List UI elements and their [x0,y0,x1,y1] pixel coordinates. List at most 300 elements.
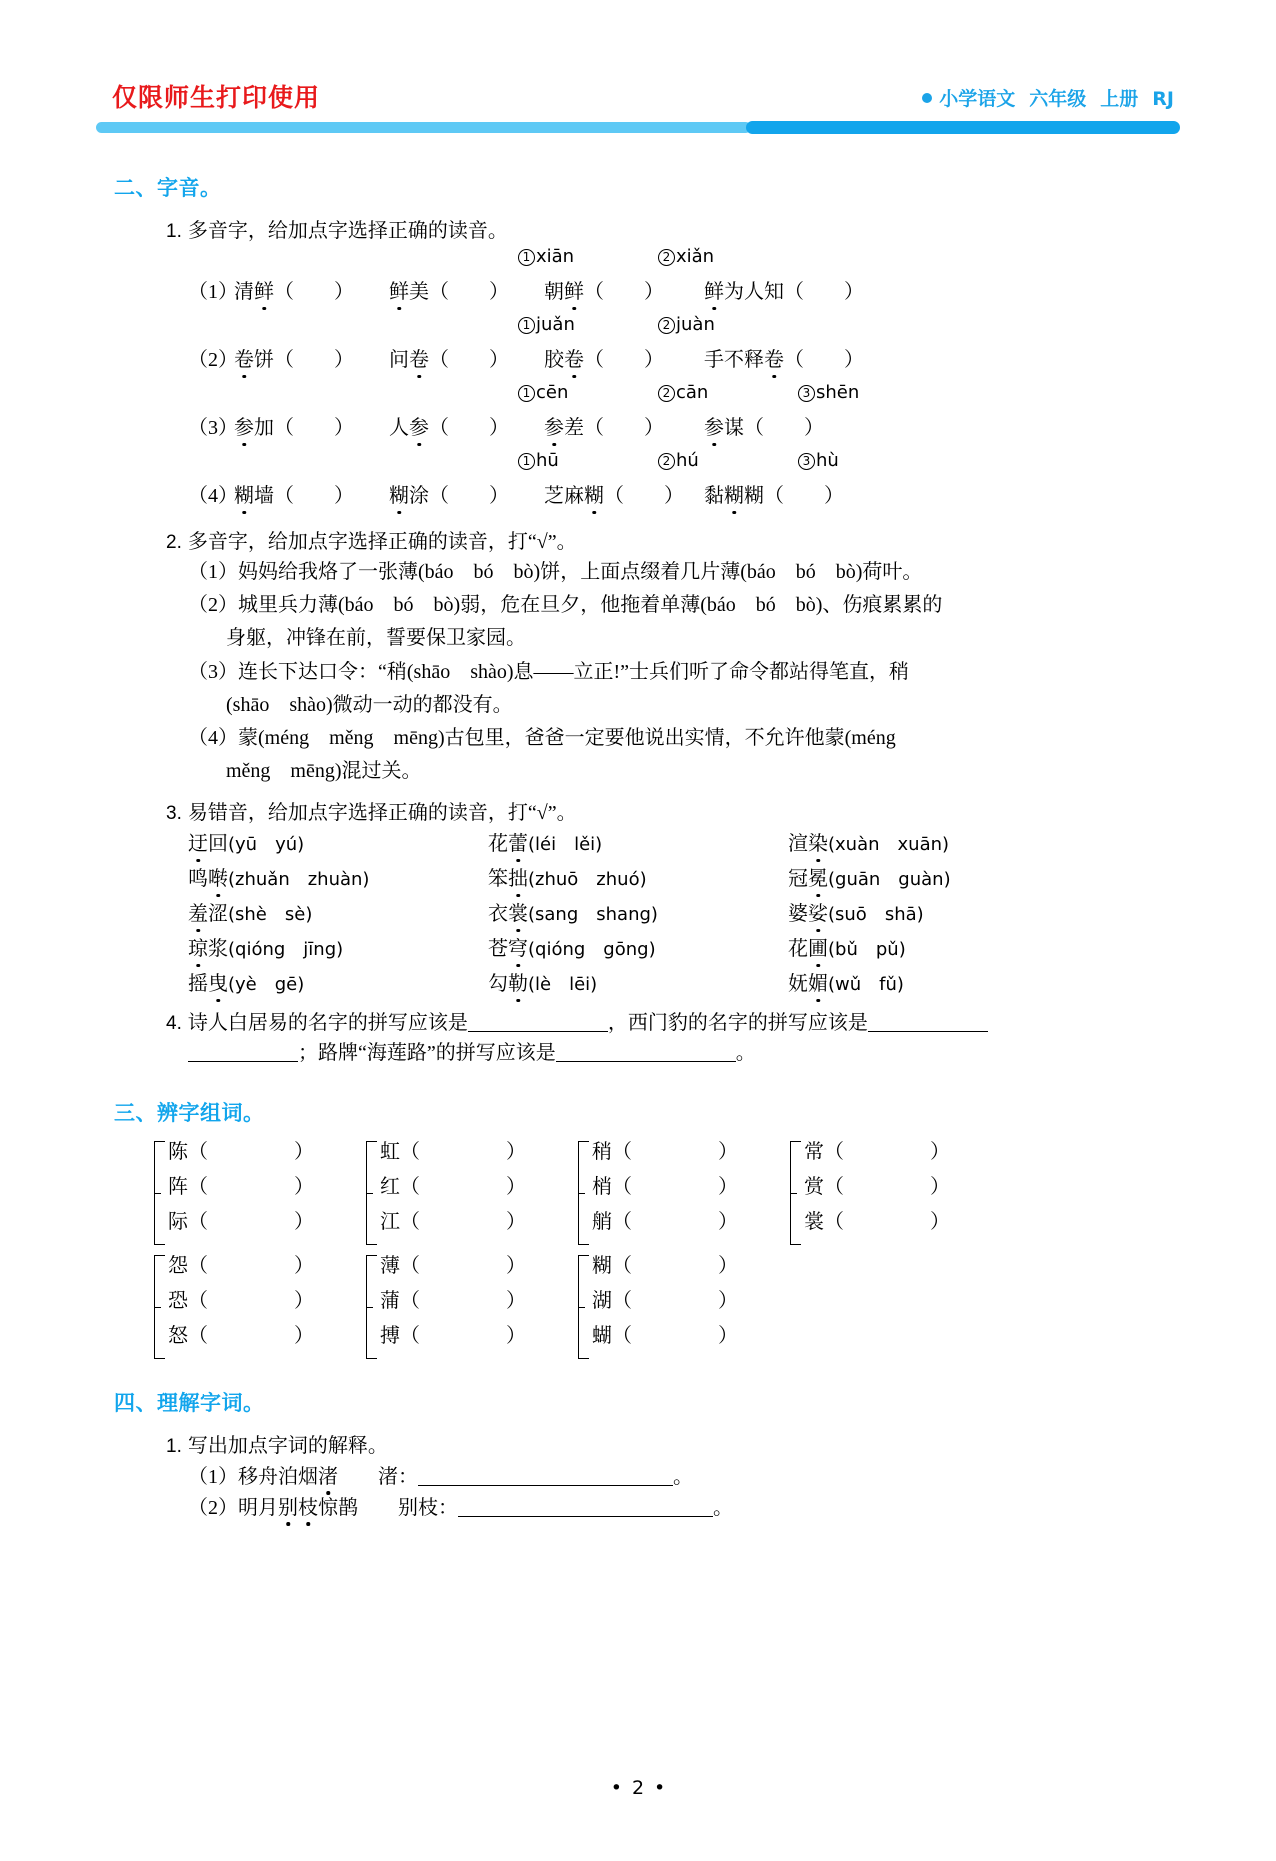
pinyin-choices[interactable]: (zhuō zhuó) [528,869,647,891]
word-choice-item[interactable] [488,967,788,996]
brace-bracket-icon [366,1255,377,1359]
answer-paren[interactable]: （ ） [784,281,864,303]
dotted-char: 蕾 [508,827,528,856]
char-plain: 浆 [208,938,228,961]
question-2-2-line [188,556,1180,589]
definition-line [188,1491,1180,1520]
pinyin-choices[interactable]: (xuàn xuān) [828,834,950,856]
answer-paren[interactable]: （ ） [429,349,509,371]
poem-phrase [238,1466,338,1488]
char-group [358,1253,570,1361]
answer-paren[interactable]: （ ） [824,1175,950,1198]
question-2-4-text-c: ；路牌“海莲路”的拼写应该是 [298,1042,556,1065]
char-group-line[interactable] [592,1249,738,1278]
vocab-blank-item[interactable] [234,343,354,372]
char-group [146,1253,358,1361]
question-2-1-answer-row [188,343,1180,381]
pinyin-option-row [188,381,1180,411]
char-plain: 问 [389,349,409,371]
question-2-3-prompt: 易错音，给加点字选择正确的读音，打“√”。 [187,802,577,825]
answer-paren[interactable]: （ ） [612,1254,738,1277]
char-plain: 黏 [704,485,724,507]
answer-paren[interactable]: （ ） [612,1175,738,1198]
pinyin-choices[interactable]: (lè lēi) [528,974,598,996]
pinyin-option[interactable] [518,245,574,267]
bullet-dot-icon [922,93,932,103]
dotted-char: 糊 [724,479,744,508]
answer-paren[interactable]: （ ） [764,485,844,507]
question-2-2-line [226,755,1180,788]
word-choice-item[interactable] [788,827,1088,856]
char-group-line[interactable] [380,1135,526,1164]
word-choice-item[interactable] [188,967,488,996]
answer-paren[interactable]: （ ） [188,1175,314,1198]
vocab-blank-item[interactable] [234,275,354,304]
vocab-blank-item[interactable] [389,343,509,372]
pinyin-text: xiān [536,246,575,267]
word-choice-item[interactable] [188,932,488,961]
char-plain: 怨 [168,1254,188,1277]
pinyin-text: cān [676,382,709,403]
item-label: （4） [188,726,238,749]
option-marker-icon: 3 [798,453,815,470]
dotted-char: 糊 [584,479,604,508]
pinyin-option[interactable] [658,449,699,471]
question-2-2-line [226,622,1180,655]
answer-paren[interactable]: （ ） [784,349,864,371]
sentence-end-mark: 。 [713,1496,733,1519]
question-4-1-prompt: 写出加点字词的解释。 [187,1434,388,1457]
definition-line [188,1460,1180,1489]
answer-paren[interactable]: （ ） [188,1254,314,1277]
definition-answer-blank[interactable] [458,1516,713,1517]
item-label: （2） [188,349,238,371]
brace-bracket-icon [578,1141,589,1245]
question-2-2-line [226,689,1180,722]
word-choice-item[interactable] [788,967,1088,996]
char-group-line[interactable] [592,1319,738,1348]
dotted-char: 别 [278,1491,298,1520]
brace-bracket-icon [790,1141,801,1245]
question-2-2-prompt: 多音字，给加点字选择正确的读音，打“√”。 [187,531,577,553]
char-plain: 梢 [592,1175,612,1198]
answer-paren[interactable]: （ ） [400,1210,526,1233]
option-marker-icon: 1 [518,249,535,266]
word-choice-item[interactable] [488,827,788,856]
word-row [188,862,1180,897]
dotted-char: 参 [409,411,429,440]
word-choice-item[interactable] [488,897,788,926]
answer-paren[interactable]: （ ） [400,1289,526,1312]
pinyin-text: cēn [536,382,569,403]
option-marker-icon: 1 [518,317,535,334]
footer-left-dot: • [610,1777,622,1799]
dotted-char: 冕 [808,862,828,891]
dotted-char: 糊 [389,479,409,508]
item-label: （2） [188,1496,238,1519]
char-plain: 虹 [380,1140,400,1163]
sentence-text: (shāo shào)微动一动的都没有。 [226,693,513,716]
header-rule-right [746,121,1180,134]
answer-paren[interactable]: （ ） [824,1140,950,1163]
definition-answer-blank[interactable] [418,1485,673,1486]
vocab-blank-item[interactable] [544,411,664,440]
definition-key: 别枝： [398,1496,458,1519]
answer-paren[interactable]: （ ） [604,485,684,507]
char-group-line[interactable] [804,1170,950,1199]
answer-paren[interactable]: （ ） [429,485,509,507]
section-title-four: 四、理解字词。 [114,1390,265,1415]
pinyin-option[interactable] [798,449,839,471]
char-plain: 衣 [488,903,508,926]
answer-paren[interactable]: （ ） [429,281,509,303]
char-group-line[interactable] [380,1319,526,1348]
char-plain: 冠 [788,868,808,891]
pinyin-option[interactable] [658,245,714,267]
char-plain: 惊鹊 [318,1496,358,1519]
char-plain: 摇 [188,973,208,996]
dotted-char: 曳 [208,967,228,996]
char-group [570,1253,782,1361]
char-group-line[interactable] [804,1205,950,1234]
answer-paren[interactable]: （ ） [612,1324,738,1347]
dotted-char: 娑 [808,897,828,926]
brace-bracket-icon [578,1255,589,1359]
dotted-char: 鲜 [564,275,584,304]
answer-paren[interactable]: （ ） [188,1210,314,1233]
question-2-4-text-a: 诗人白居易的名字的拼写应该是 [187,1012,468,1035]
pinyin-option-row [188,313,1180,343]
brace-bracket-icon [366,1141,377,1245]
dotted-char: 穹 [508,932,528,961]
item-label: （1） [188,561,238,583]
answer-paren[interactable]: （ ） [274,485,354,507]
sentence-end-mark: 。 [673,1465,693,1488]
char-group-line[interactable] [168,1135,314,1164]
answer-paren[interactable]: （ ） [400,1324,526,1347]
answer-paren[interactable]: （ ） [188,1324,314,1347]
answer-paren[interactable]: （ ） [188,1289,314,1312]
pinyin-option[interactable] [658,381,708,403]
word-choice-item[interactable] [488,862,788,891]
dotted-char: 卷 [234,343,254,372]
word-choice-item[interactable] [188,827,488,856]
char-group-line[interactable] [592,1205,738,1234]
answer-paren[interactable]: （ ） [584,349,664,371]
volume-label: 上册 [1100,88,1139,110]
dotted-char: 拙 [508,862,528,891]
sentence-text: 身躯，冲锋在前，誓要保卫家园。 [226,627,526,650]
char-group-line[interactable] [168,1249,314,1278]
brace-row [146,1253,1180,1361]
answer-paren[interactable]: （ ） [584,281,664,303]
char-group-line[interactable] [592,1170,738,1199]
char-plain: 差 [564,417,584,439]
pinyin-choices[interactable]: (sang shang) [528,904,658,926]
pinyin-choices[interactable]: (bǔ pǔ) [828,939,906,961]
dotted-char: 卷 [564,343,584,372]
char-plain: 饼 [254,349,274,371]
char-group-line[interactable] [168,1319,314,1348]
poem-phrase [238,1497,358,1519]
question-2-1-prompt: 多音字，给加点字选择正确的读音。 [187,220,508,242]
footer-right-dot: • [654,1777,666,1799]
answer-paren[interactable]: （ ） [612,1210,738,1233]
answer-paren[interactable]: （ ） [274,349,354,371]
answer-blank-baijuyi[interactable] [468,1031,608,1032]
pinyin-option[interactable] [518,313,575,335]
sentence-text: 城里兵力薄(báo bó bò)弱，危在旦夕，他拖着单薄(báo bó bò)、伤痕累累的 [238,594,943,617]
question-2-2-line [188,722,1180,755]
option-marker-icon: 2 [658,249,675,266]
pinyin-option[interactable] [518,381,568,403]
answer-blank-hailianlu[interactable] [556,1061,736,1062]
sentence-text: 连长下达口令：“稍(shāo shào)息——立正!”士兵们听了命令都站得笔直，稍 [238,660,910,683]
char-plain: 回 [208,833,228,856]
dotted-char: 琼 [188,932,208,961]
question-2-4-text-b: ，西门豹的名字的拼写应该是 [607,1012,868,1035]
dotted-char: 鲜 [704,275,724,304]
answer-paren[interactable]: （ ） [744,417,824,439]
vocab-blank-item[interactable] [234,411,354,440]
dotted-char: 圃 [808,932,828,961]
char-plain: 勾 [488,973,508,996]
edition-label: RJ [1152,88,1174,110]
vocab-blank-item[interactable] [389,479,509,508]
answer-blank-ximenbao-2[interactable] [188,1061,298,1062]
char-plain: 陈 [168,1140,188,1163]
char-plain: 蒲 [380,1289,400,1312]
pinyin-text: shēn [816,382,860,403]
char-group [570,1139,782,1247]
word-choice-item[interactable] [788,932,1088,961]
dotted-char: 卷 [409,343,429,372]
char-plain: 恐 [168,1289,188,1312]
answer-paren[interactable]: （ ） [612,1289,738,1312]
pinyin-choices[interactable]: (yū yú) [228,834,305,856]
pinyin-choices[interactable]: (yè gē) [228,974,305,996]
char-plain: 明月 [238,1496,278,1519]
char-plain: 蝴 [592,1324,612,1347]
answer-paren[interactable]: （ ） [612,1140,738,1163]
pinyin-choices[interactable]: (guān guàn) [828,869,951,891]
char-group-line[interactable] [380,1170,526,1199]
char-group-line[interactable] [804,1135,950,1164]
item-label: （2） [188,594,238,617]
header-rule [96,122,1180,133]
vocab-blank-item[interactable] [544,275,664,304]
dotted-char: 参 [234,411,254,440]
definition-key: 渚： [378,1465,418,1488]
pinyin-text: juàn [676,314,715,335]
dotted-char: 迂 [188,827,208,856]
sentence-text: měng mēng)混过关。 [226,760,422,783]
section-title-two: 二、字音。 [114,176,222,200]
brace-bracket-icon [154,1141,165,1245]
word-choice-item[interactable] [188,862,488,891]
question-2-2-heading [166,525,1180,554]
char-group-line[interactable] [380,1249,526,1278]
answer-paren[interactable]: （ ） [584,417,664,439]
char-group-line[interactable] [380,1284,526,1313]
char-group-line[interactable] [592,1284,738,1313]
char-group [358,1139,570,1247]
item-label: （3） [188,660,238,683]
option-marker-icon: 3 [798,385,815,402]
word-choice-item[interactable] [788,862,1088,891]
answer-paren[interactable]: （ ） [274,417,354,439]
question-2-1-answer-row [188,411,1180,449]
pinyin-option[interactable] [518,449,559,471]
question-2-3-number: 3. [166,803,182,825]
dotted-char: 糊 [234,479,254,508]
question-4-1-items [96,1460,1180,1520]
question-2-4-heading [166,1006,1180,1035]
char-group-line[interactable] [168,1284,314,1313]
char-group-line[interactable] [380,1205,526,1234]
item-label: （3） [188,417,238,439]
pinyin-choices[interactable]: (léi lěi) [528,834,603,856]
item-label: （4） [188,485,238,507]
word-choice-item[interactable] [488,932,788,961]
question-2-4-number: 4. [166,1013,182,1035]
pinyin-text: juǎn [536,314,575,335]
dotted-char: 参 [544,411,564,440]
option-marker-icon: 1 [518,453,535,470]
char-plain: 鸣 [188,868,208,891]
option-marker-icon: 2 [658,385,675,402]
char-group-line[interactable] [168,1205,314,1234]
answer-paren[interactable]: （ ） [274,281,354,303]
vocab-blank-item[interactable] [704,343,864,372]
dotted-char: 鲜 [389,275,409,304]
char-plain: 薄 [380,1254,400,1277]
word-choice-item[interactable] [788,897,1088,926]
char-plain: 赏 [804,1175,824,1198]
char-plain: 红 [380,1175,400,1198]
word-row [188,932,1180,967]
answer-blank-ximenbao-1[interactable] [868,1031,988,1032]
vocab-blank-item[interactable] [234,479,354,508]
answer-paren[interactable]: （ ） [400,1140,526,1163]
char-plain: 怒 [168,1324,188,1347]
dotted-char: 枝 [298,1491,318,1520]
dotted-char: 啭 [208,862,228,891]
char-group [782,1139,994,1247]
section-title-three: 三、辨字组词。 [114,1100,265,1125]
brace-bracket-icon [154,1255,165,1359]
worksheet-page [0,72,1276,1861]
question-2-2-items [96,556,1180,788]
char-plain: 美 [409,281,429,303]
answer-paren[interactable]: （ ） [400,1254,526,1277]
char-plain: 芝麻 [544,485,584,507]
vocab-blank-item[interactable] [389,275,509,304]
vocab-blank-item[interactable] [704,411,824,440]
pinyin-option[interactable] [798,381,859,403]
vocab-blank-item[interactable] [704,479,844,508]
question-2-1-heading [166,214,1180,243]
page-content [96,172,1180,1520]
char-plain: 搏 [380,1324,400,1347]
dotted-char: 裳 [508,897,528,926]
print-restriction-note: 仅限师生打印使用 [112,83,321,112]
char-plain: 花 [788,938,808,961]
char-plain: 常 [804,1140,824,1163]
char-plain: 墙 [254,485,274,507]
word-row [188,897,1180,932]
pinyin-option-row [188,449,1180,479]
item-label: （1） [188,281,238,303]
word-row [188,827,1180,862]
char-group-line[interactable] [168,1170,314,1199]
answer-paren[interactable]: （ ） [824,1210,950,1233]
char-plain: 涂 [409,485,429,507]
vocab-blank-item[interactable] [544,479,684,508]
question-2-2-number: 2. [166,532,182,553]
pinyin-choices[interactable]: (shè sè) [228,904,313,926]
pinyin-choices[interactable]: (suō shā) [828,904,924,926]
page-header [96,72,1180,142]
subject-label: 小学语文 [939,88,1016,110]
char-plain: 湖 [592,1289,612,1312]
question-4-1-number: 1. [166,1435,182,1457]
char-plain: 谋 [724,417,744,439]
pinyin-choices[interactable]: (zhuǎn zhuàn) [228,869,370,891]
char-plain: 朝 [544,281,564,303]
char-plain: 艄 [592,1210,612,1233]
char-plain: 稍 [592,1140,612,1163]
question-2-1-answer-row [188,479,1180,517]
pinyin-text: hū [536,450,559,471]
answer-paren[interactable]: （ ） [188,1140,314,1163]
pinyin-text: hú [676,450,699,471]
question-2-3-word-grid [188,827,1180,1002]
pinyin-choices[interactable]: (qióng gōng) [528,939,656,961]
char-plain: 笨 [488,868,508,891]
vocab-blank-item[interactable] [704,275,864,304]
char-plain: 阵 [168,1175,188,1198]
question-2-2-line [188,656,1180,689]
page-footer [0,1777,1276,1799]
vocab-blank-item[interactable] [389,411,509,440]
section-three-brace-groups [146,1139,1180,1361]
char-plain: 移舟泊烟 [238,1465,318,1488]
pinyin-option[interactable] [658,313,715,335]
char-plain: 江 [380,1210,400,1233]
char-group [146,1139,358,1247]
vocab-blank-item[interactable] [544,343,664,372]
dotted-char: 鲜 [254,275,274,304]
char-group-line[interactable] [592,1135,738,1164]
pinyin-choices[interactable]: (qióng jīng) [228,939,344,961]
option-marker-icon: 2 [658,453,675,470]
char-plain: 婆 [788,903,808,926]
char-plain: 花 [488,833,508,856]
char-plain: 糊 [744,485,764,507]
book-info [922,84,1174,111]
answer-paren[interactable]: （ ） [400,1175,526,1198]
pinyin-choices[interactable]: (wǔ fǔ) [828,974,904,996]
word-choice-item[interactable] [188,897,488,926]
char-plain: 苍 [488,938,508,961]
question-4-1-heading [166,1429,1180,1458]
question-2-1-answer-row [188,275,1180,313]
dotted-char: 参 [704,411,724,440]
sentence-text: 蒙(méng měng mēng)古包里，爸爸一定要他说出实情，不允许他蒙(méng [238,726,896,749]
pinyin-option-row [188,245,1180,275]
answer-paren[interactable]: （ ） [429,417,509,439]
